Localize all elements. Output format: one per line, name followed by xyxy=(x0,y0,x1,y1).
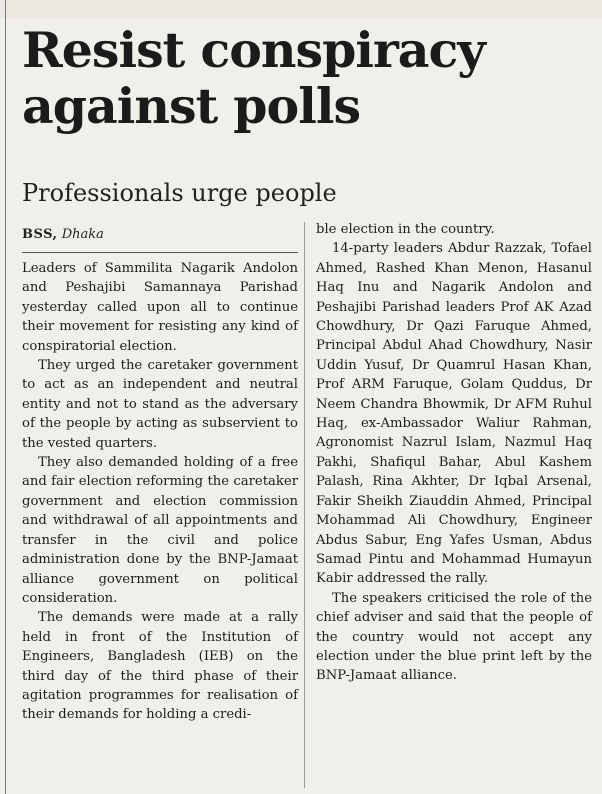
article-column-left xyxy=(22,259,298,725)
paragraph: ble election in the country. xyxy=(316,222,495,237)
article-column-right xyxy=(316,220,592,686)
paragraph: Leaders of Sammilita Nagarik Andolon and Peshajibi Samannaya Parishad yesterday called upon all to continue their movement for resisting any kind of conspiratorial election. xyxy=(22,261,298,354)
byline-place: Dhaka xyxy=(61,227,104,242)
article-subheadline: Professionals urge people xyxy=(22,179,337,207)
column-divider xyxy=(304,222,305,788)
previous-article-strip xyxy=(0,0,602,18)
paragraph: They urged the caretaker government to act as an independent and neutral entity and not to stand as the adversary of the people by acting as subservient to the vested quarters. xyxy=(22,358,298,451)
paragraph: The demands were made at a rally held in front of the Institution of Engineers, Bangladesh (IEB) on the third day of the third phase of their agitation programmes for realisation of their demands for holding a credi- xyxy=(22,610,298,723)
paragraph: The speakers criticised the role of the chief adviser and said that the people of the country would not accept any election under the blue print left by the BNP-Jamaat alliance. xyxy=(316,590,592,684)
article-headline: Resist conspiracy against polls xyxy=(22,21,485,135)
paragraph: 14-party leaders Abdur Razzak, Tofael Ahmed, Rashed Khan Menon, Hasanul Haq Inu and Nagarik Andolon and Peshajibi Parishad leaders Prof AK Azad Chowdhury, Dr Qazi Faruque Ahmed, Principal Abdul Ahad Chowdhury, Nasir Uddin Yusuf, Dr Quamrul Hasan Khan, Prof ARM Faruque, Golam Quddus, Dr Neem Chandra Bhowmik, Dr AFM Ruhul Haq, ex-Ambassador Waliur Rahman, Agronomist Nazrul Islam, Nazmul Haq Pakhi, Shafiqul Bahar, Abul Kashem Palash, Rina Akhter, Dr Iqbal Arsenal, Fakir Sheikh Ziauddin Ahmed, Principal Mohammad Ali Chowdhury, Engineer Abdus Sabur, Eng Yafes Usman, Abdus Samad Pintu and Mohammad Humayun Kabir addressed the rally. xyxy=(316,241,592,587)
byline-rule xyxy=(22,252,298,253)
paragraph: They also demanded holding of a free and fair election reforming the caretaker government and election commission and withdrawal of all appointments and transfer in the civil and police administration done by the BNP-Jamaat alliance government on political consideration. xyxy=(22,455,298,606)
column-divider-left xyxy=(5,0,6,794)
byline xyxy=(22,224,292,246)
byline-agency: BSS, xyxy=(22,227,58,242)
